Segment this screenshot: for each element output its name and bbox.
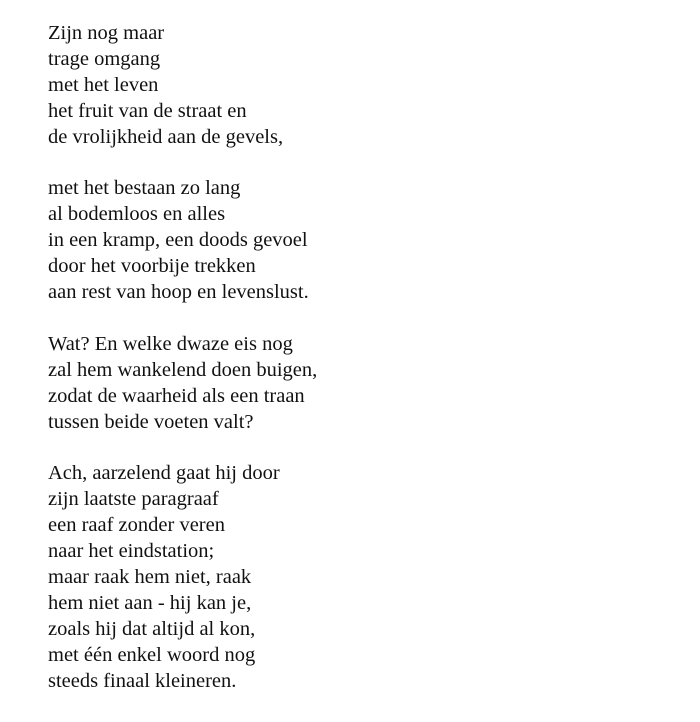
poem-line: aan rest van hoop en levenslust. bbox=[48, 281, 309, 304]
poem-line: tussen beide voeten valt? bbox=[48, 410, 254, 433]
poem-line: Zijn nog maar bbox=[48, 22, 165, 44]
poem bbox=[48, 21, 317, 720]
poem-line: het fruit van de straat en bbox=[48, 99, 247, 122]
stanza-2 bbox=[48, 176, 317, 306]
poem-line: met het bestaan zo lang bbox=[48, 177, 241, 200]
stanza-3 bbox=[48, 332, 317, 436]
poem-line: Wat? En welke dwaze eis nog bbox=[48, 332, 293, 355]
poem-line: naar het eindstation; bbox=[48, 540, 215, 563]
poem-line: steeds finaal kleineren. bbox=[48, 669, 237, 692]
poem-line: hem niet aan - hij kan je, bbox=[48, 591, 252, 614]
poem-line: maar raak hem niet, raak bbox=[48, 565, 252, 588]
poem-line: zijn laatste paragraaf bbox=[48, 488, 219, 511]
poem-line: zodat de waarheid als een traan bbox=[48, 384, 305, 407]
stanza-4 bbox=[48, 461, 317, 694]
poem-line: Ach, aarzelend gaat hij door bbox=[48, 462, 280, 485]
poem-line: zoals hij dat altijd al kon, bbox=[48, 617, 256, 640]
poem-line: al bodemloos en alles bbox=[48, 203, 226, 226]
poem-line: trage omgang bbox=[48, 47, 161, 70]
poem-line: zal hem wankelend doen buigen, bbox=[48, 358, 318, 381]
stanza-1 bbox=[48, 21, 317, 151]
poem-line: met het leven bbox=[48, 73, 159, 96]
poem-line: de vrolijkheid aan de gevels, bbox=[48, 125, 284, 148]
poem-line: met één enkel woord nog bbox=[48, 643, 256, 666]
poem-line: door het voorbije trekken bbox=[48, 255, 256, 278]
poem-line: in een kramp, een doods gevoel bbox=[48, 229, 308, 252]
poem-line: een raaf zonder veren bbox=[48, 514, 225, 537]
